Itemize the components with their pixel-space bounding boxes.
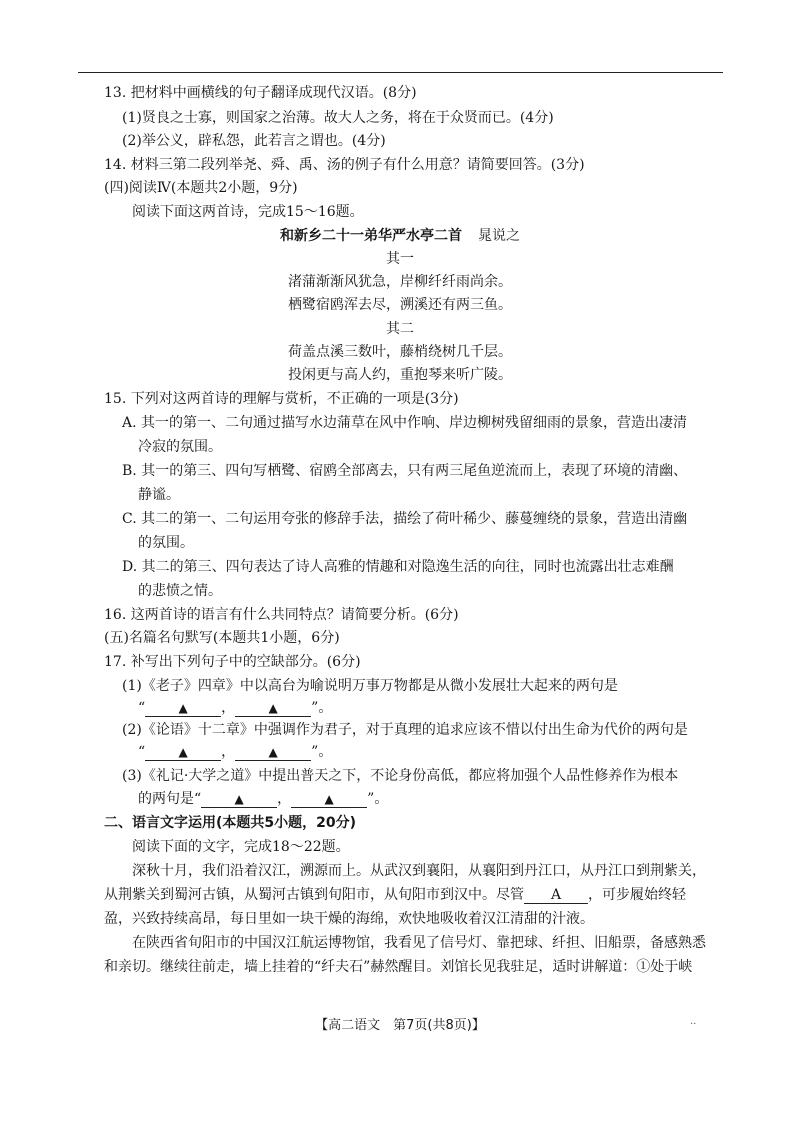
poem-title-line [0,226,800,246]
poem-title: 和新乡二十一弟华严水亭二首 [280,228,462,244]
q16-stem: 16. 这两首诗的语言有什么共同特点？请简要分析。(6分) [104,607,459,623]
poem2-title: 其二 [386,321,414,337]
q17-stem: 17. 补写出下列句子中的空缺部分。(6分) [104,654,361,670]
triangle-icon: ▲ [234,792,244,806]
q17-sub2: (2)《论语》十二章》中强调作为君子，对于真理的追求应该不惜以付出生命为代价的两句是 [122,722,688,738]
triangle-icon: ▲ [178,745,188,759]
answer-blank-a[interactable]: A [524,887,588,904]
q14-stem: 14. 材料三第二段列举尧、舜、禹、汤的例子有什么用意？请简要回答。(3分) [104,157,585,173]
q15-option-c: C. 其二的第一、二句运用夸张的修辞手法，描绘了荷叶稀少、藤蔓缠绕的景象，营造出清幽 [122,511,688,527]
q15-option-d: D. 其二的第三、四句表达了诗人高雅的情趣和对隐逸生活的向往，同时也流露出壮志难酬 [122,559,674,575]
q17-sub2-answer: “ ▲ ， ▲ ”。 [138,744,333,760]
q15-option-a: A. 其一的第一、二句通过描写水边蒲草在风中作响、岸边柳树残留细雨的景象，营造出凄清 [122,415,688,431]
passage-p1-line2: 从荆紫关到蜀河古镇，从蜀河古镇到旬阳市，从旬阳市到汉中。尽管 A ，可步履始终轻 [104,887,686,903]
passage-p1-line3: 盈，兴致持续高昂，每日里如一块干燥的海绵，欢快地吸收着汉江清甜的汁液。 [104,911,594,927]
answer-blank[interactable] [145,744,221,761]
part2-intro: 阅读下面的文字，完成18～22题。 [132,839,350,855]
triangle-icon: ▲ [268,745,278,759]
q17-sub3: (3)《礼记·大学之道》中提出普天之下，不论身份高低，都应将加强个人品性修养作为根本 [122,768,679,784]
poem2-line1: 荷盖点溪三数叶，藤梢绕树几千层。 [288,344,512,360]
answer-blank[interactable] [291,791,367,808]
q15-option-a-cont: 冷寂的氛围。 [138,439,222,455]
q13-stem: 13. 把材料中画横线的句子翻译成现代汉语。(8分) [104,85,417,101]
q15-option-b-cont: 静谧。 [138,487,180,503]
poem2-line2: 投闲更与高人约，重抱琴来听广陵。 [288,367,512,383]
triangle-icon: ▲ [324,792,334,806]
answer-blank[interactable] [235,744,311,761]
passage-p1-line1: 深秋十月，我们沿着汉江，溯源而上。从武汉到襄阳，从襄阳到丹江口，从丹江口到荆紫关， [132,863,706,879]
section5-header: (五)名篇名句默写(本题共1小题，6分) [104,630,340,646]
poem1-line2: 栖鹭宿鸥浑去尽，溯溪还有两三鱼。 [288,297,512,313]
triangle-icon: ▲ [178,701,188,715]
page-footer: 【高二语文 第7页(共8页)】 [315,1018,485,1033]
top-rule [78,72,723,73]
answer-blank[interactable] [145,700,221,717]
triangle-icon: ▲ [268,701,278,715]
passage-p2-line2: 和亲切。继续往前走，墙上挂着的“纤夫石”赫然醒目。刘馆长见我驻足，适时讲解道：①处于峡 [104,959,693,975]
corner-mark: .. [690,1016,697,1027]
answer-blank[interactable] [201,791,277,808]
poem-author: 晁说之 [478,228,520,244]
q15-option-b: B. 其一的第三、四句写栖鹭、宿鸥全部离去，只有两三尾鱼逆流而上，表现了环境的清幽、 [122,463,688,479]
q15-option-c-cont: 的氛围。 [138,535,194,551]
q17-sub3-answer: 的两句是“ ▲ ， ▲ ”。 [138,791,389,807]
passage-p2-line1: 在陕西省旬阳市的中国汉江航运博物馆，我看见了信号灯、靠把球、纤担、旧船票，备感熟悉 [132,935,706,951]
poem1-line1: 渚蒲渐渐风犹急，岸柳纤纤雨尚余。 [288,274,512,290]
part2-header: 二、语言文字运用(本题共5小题，20分) [104,815,357,831]
section4-intro: 阅读下面这两首诗，完成15～16题。 [132,204,364,220]
q15-option-d-cont: 的悲愤之情。 [138,583,222,599]
q15-stem: 15. 下列对这两首诗的理解与赏析，不正确的一项是(3分) [104,391,459,407]
q17-sub1: (1)《老子》四章》中以高台为喻说明万事万物都是从微小发展壮大起来的两句是 [122,678,618,694]
q13-sub1: (1)贤良之士寡，则国家之治薄。故大人之务，将在于众贤而已。(4分) [122,110,554,126]
q17-sub1-answer: “ ▲ ， ▲ ”。 [138,700,333,716]
q13-sub2: (2)举公义，辟私怨，此若言之谓也。(4分) [122,133,386,149]
poem1-title: 其一 [386,251,414,267]
section4-header: (四)阅读Ⅳ(本题共2小题，9分) [104,180,298,196]
answer-blank[interactable] [235,700,311,717]
